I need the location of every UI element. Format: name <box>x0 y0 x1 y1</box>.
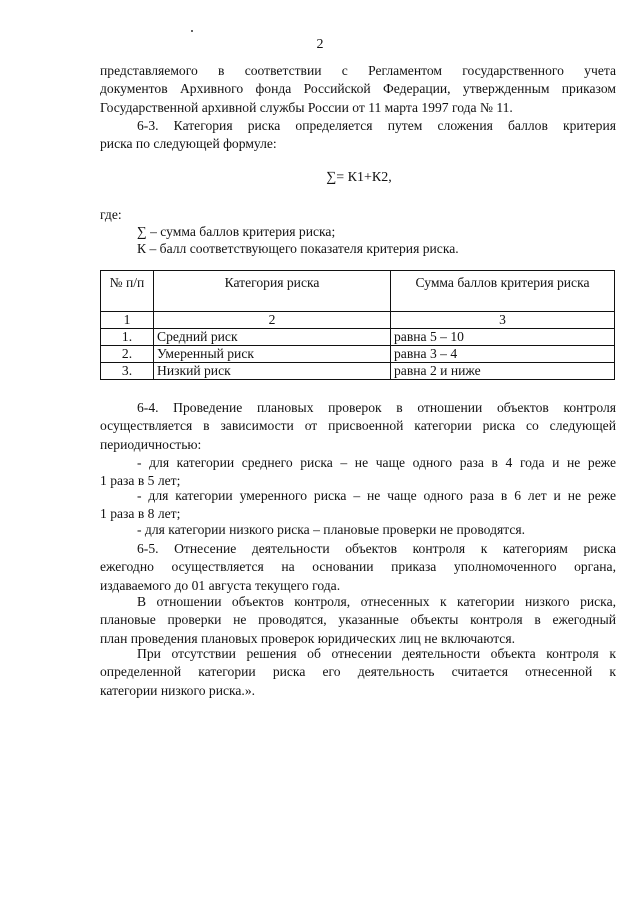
text-line: представляемого в соответствии с Регламентом государственного учета <box>100 63 616 78</box>
table-header-row <box>101 271 615 312</box>
text-line: - для категории умеренного риска – не чаще одного раза в 6 лет и не реже <box>137 488 616 503</box>
text-line: - для категории среднего риска – не чаще одного раза в 4 года и не реже <box>137 455 616 470</box>
text-line: При отсутствии решения об отнесении деятельности объекта контроля к <box>137 646 616 661</box>
row-number: 3. <box>101 363 154 380</box>
frequency-item-moderate <box>100 487 616 524</box>
text-line: риска по следующей формуле: <box>100 136 277 152</box>
table-numbering-row <box>101 312 615 329</box>
where-label: где: <box>100 207 122 222</box>
row-number: 1. <box>101 329 154 346</box>
row-sum: равна 3 – 4 <box>391 346 615 363</box>
numbering-cell: 2 <box>154 312 391 329</box>
scan-speck <box>191 30 193 32</box>
text-line: категории низкого риска.». <box>100 682 256 698</box>
text-line: плановые проверки не проводятся, указанные объекты контроля в ежегодный <box>100 612 616 628</box>
numbering-cell: 1 <box>101 312 154 329</box>
definition-k: К – балл соответствующего показателя критерия риска. <box>137 241 459 256</box>
header-sum: Сумма баллов критерия риска <box>391 271 615 312</box>
header-category: Категория риска <box>154 271 391 312</box>
text-line: ежегодно осуществляется на основании приказа уполномоченного органа, <box>100 559 616 575</box>
row-category: Средний риск <box>154 329 391 346</box>
frequency-item-medium <box>100 454 616 491</box>
table-row <box>101 363 615 380</box>
intro-paragraph <box>100 62 616 117</box>
text-line: издаваемого до 01 августа текущего года. <box>100 577 341 593</box>
text-line: осуществляется в зависимости от присвоенной категории риска со следующей <box>100 418 616 434</box>
table-row <box>101 346 615 363</box>
text-line: периодичностью: <box>100 436 202 452</box>
text-line: В отношении объектов контроля, отнесенных к категории низкого риска, <box>137 594 616 609</box>
text-line: Государственной архивной службы России от 11 марта 1997 года № 11. <box>100 99 513 115</box>
row-number: 2. <box>101 346 154 363</box>
text-line: 1 раза в 8 лет; <box>100 506 181 522</box>
frequency-item-low <box>100 521 616 539</box>
no-decision-paragraph <box>100 645 616 700</box>
text-line: 6-5. Отнесение деятельности объектов контроля к категориям риска <box>137 541 616 556</box>
risk-category-table <box>100 270 615 380</box>
text-line: документов Архивного фонда Российской Федерации, утвержденным приказом <box>100 81 616 97</box>
row-sum: равна 5 – 10 <box>391 329 615 346</box>
row-sum: равна 2 и ниже <box>391 363 615 380</box>
row-category: Низкий риск <box>154 363 391 380</box>
section-6-4-paragraph <box>100 399 616 454</box>
page-number: 2 <box>316 37 324 52</box>
text-line: - для категории низкого риска – плановые проверки не проводятся. <box>137 522 526 537</box>
row-category: Умеренный риск <box>154 346 391 363</box>
low-risk-paragraph <box>100 593 616 648</box>
text-line: определенной категории риска его деятельность считается отнесенной к <box>100 664 616 680</box>
section-6-5-paragraph <box>100 540 616 595</box>
numbering-cell: 3 <box>391 312 615 329</box>
header-number: № п/п <box>101 271 154 312</box>
table-row <box>101 329 615 346</box>
text-line: план проведения плановых проверок юридических лиц не включаются. <box>100 630 515 646</box>
text-line: 6-4. Проведение плановых проверок в отношении объектов контроля <box>137 400 616 415</box>
risk-formula: ∑= К1+К2, <box>326 170 392 185</box>
section-6-3-paragraph <box>100 117 616 154</box>
text-line: 6-3. Категория риска определяется путем сложения баллов критерия <box>137 118 616 133</box>
text-line: 1 раза в 5 лет; <box>100 473 181 489</box>
definition-sum: ∑ – сумма баллов критерия риска; <box>137 224 336 239</box>
